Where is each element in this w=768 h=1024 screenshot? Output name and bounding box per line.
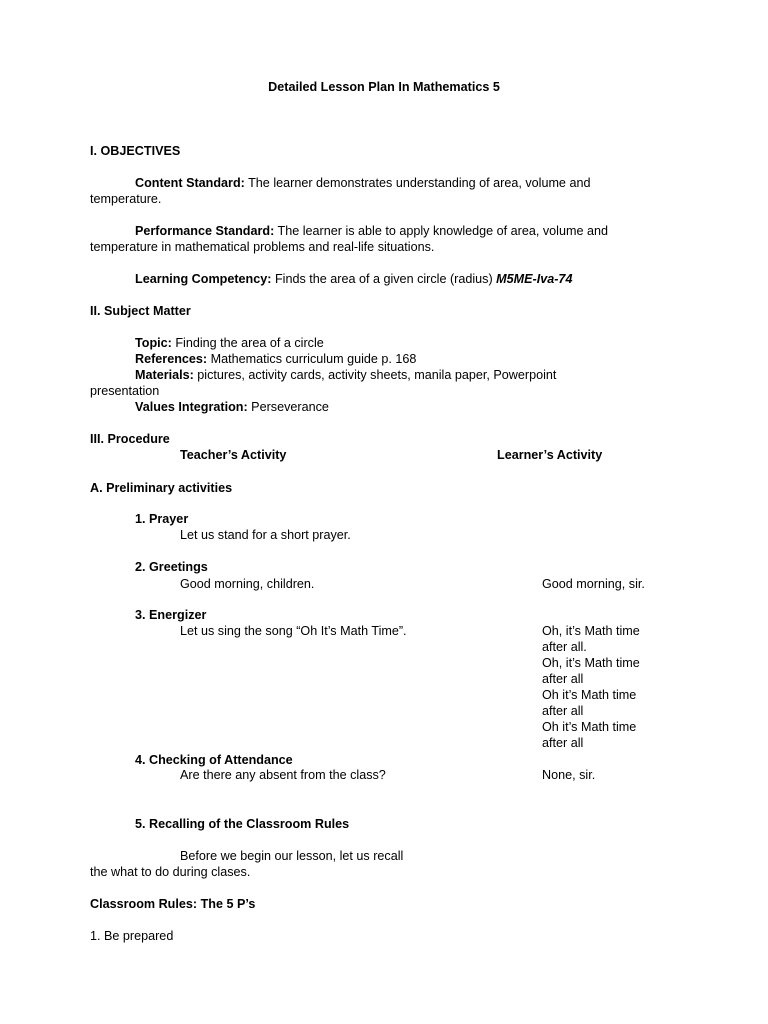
- performance-standard-line1: [135, 223, 608, 239]
- greetings-heading: 2. Greetings: [135, 560, 208, 574]
- energizer-learner-line: Oh, it’s Math time: [542, 656, 640, 670]
- values-integration-text: Perseverance: [247, 400, 329, 414]
- learning-competency-label: Learning Competency:: [135, 272, 272, 286]
- learning-competency-line: [135, 271, 572, 287]
- subject-matter-heading: II. Subject Matter: [90, 304, 191, 318]
- content-standard-text: The learner demonstrates understanding of area, volume and: [244, 176, 591, 190]
- topic-line: [135, 335, 324, 351]
- references-line: [135, 351, 416, 367]
- content-standard-line1: [135, 175, 590, 191]
- rule-item: 1. Be prepared: [90, 929, 174, 943]
- energizer-heading: 3. Energizer: [135, 608, 207, 622]
- learning-competency-text: Finds the area of a given circle (radius): [271, 272, 497, 286]
- topic-text: Finding the area of a circle: [171, 336, 324, 350]
- energizer-learner-line: Oh it’s Math time: [542, 720, 637, 734]
- rules-teacher-line1: Before we begin our lesson, let us recall: [180, 849, 404, 863]
- content-standard-label: Content Standard:: [135, 176, 245, 190]
- energizer-learner-line: after all: [542, 736, 584, 750]
- energizer-learner-line: after all: [542, 704, 584, 718]
- objectives-heading: I. OBJECTIVES: [90, 144, 181, 158]
- energizer-learner-line: Oh it’s Math time: [542, 688, 637, 702]
- classroom-rules-heading: Classroom Rules: The 5 P’s: [90, 897, 256, 911]
- energizer-learner-line: Oh, it’s Math time: [542, 624, 640, 638]
- attendance-learner: None, sir.: [542, 768, 596, 782]
- attendance-heading: 4. Checking of Attendance: [135, 753, 293, 767]
- values-integration-line: [135, 399, 329, 415]
- energizer-learner-line: after all.: [542, 640, 587, 654]
- attendance-teacher: Are there any absent from the class?: [180, 768, 386, 782]
- procedure-heading: III. Procedure: [90, 432, 170, 446]
- materials-line2: presentation: [90, 384, 160, 398]
- greetings-learner: Good morning, sir.: [542, 577, 645, 591]
- references-label: References:: [135, 352, 208, 366]
- materials-line1: [135, 367, 556, 383]
- materials-label: Materials:: [135, 368, 194, 382]
- greetings-teacher: Good morning, children.: [180, 577, 315, 591]
- content-standard-line2: temperature.: [90, 192, 162, 206]
- values-integration-label: Values Integration:: [135, 400, 248, 414]
- energizer-learner-line: after all: [542, 672, 584, 686]
- prayer-heading: 1. Prayer: [135, 512, 189, 526]
- teacher-activity-header: Teacher’s Activity: [180, 448, 287, 462]
- performance-standard-label: Performance Standard:: [135, 224, 275, 238]
- performance-standard-line2: temperature in mathematical problems and real-life situations.: [90, 240, 435, 254]
- prayer-teacher: Let us stand for a short prayer.: [180, 528, 351, 542]
- rules-heading: 5. Recalling of the Classroom Rules: [135, 817, 350, 831]
- performance-standard-text: The learner is able to apply knowledge of area, volume and: [274, 224, 608, 238]
- document-title: Detailed Lesson Plan In Mathematics 5: [268, 80, 500, 94]
- materials-text: pictures, activity cards, activity sheets, manila paper, Powerpoint: [193, 368, 557, 382]
- learning-competency-code: M5ME-Iva-74: [496, 272, 573, 286]
- energizer-teacher: Let us sing the song “Oh It’s Math Time”.: [180, 624, 407, 638]
- topic-label: Topic:: [135, 336, 172, 350]
- references-text: Mathematics curriculum guide p. 168: [207, 352, 417, 366]
- preliminary-heading: A. Preliminary activities: [90, 481, 233, 495]
- learner-activity-header: Learner’s Activity: [497, 448, 603, 462]
- rules-teacher-line2: the what to do during clases.: [90, 865, 251, 879]
